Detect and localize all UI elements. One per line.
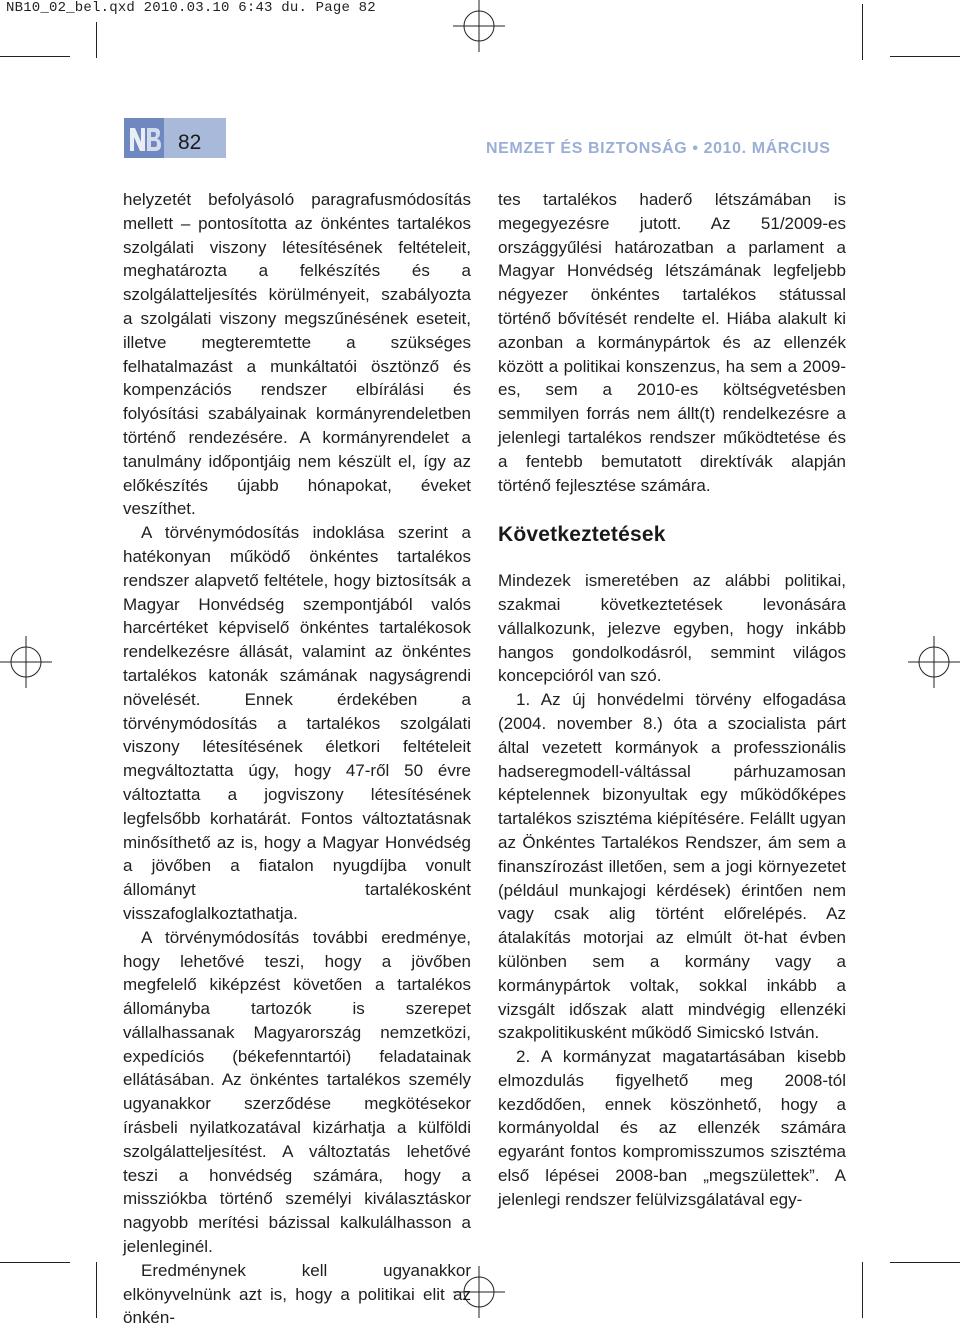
crop-mark-bottom-right-h	[890, 1262, 960, 1263]
nb-logo-icon	[124, 118, 164, 158]
body-paragraph: A törvénymódosítás további eredménye, hogy lehetővé teszi, hogy a jövőben megfelelő kiképzést követően a tartalékos állományba tartozók is szerepet vállalhassanak Magyarország nemzetközi, expedíciós (békefenntartói) feladatainak ellátásában. Az önkéntes tartalékos személy ugyanakkor szerződése megkötésekor írásbeli nyilatkozatával kizárhatja a külföldi szolgálatteljesítést. A változtatás lehetővé teszi a honvédség számára, hogy a missziókba történő személyi kiválasztáskor nagyobb merítési bázissal kalkulálhasson a jelenleginél.	[123, 927, 471, 1257]
header-logo-block	[124, 118, 226, 158]
page-number: 82	[178, 131, 202, 154]
numbered-paragraph: 2. A kormányzat magatartásában kisebb elmozdulás figyelhető meg 2008-tól kezdődően, ennek köszönhető, hogy a kormányoldal és az ellenzék számára egyaránt fontos kompromisszumos szisztéma első lépései 2008-ban „megszülettek”. A jelenlegi rendszer felülvizsgálatával egy-	[498, 1047, 846, 1209]
running-head: NEMZET ÉS BIZTONSÁG • 2010. MÁRCIUS	[486, 140, 831, 157]
numbered-paragraph: 1. Az új honvédelmi törvény elfogadása (2004. november 8.) óta a szocialista párt által vezetett kormányok a professzionális hadseregmodell-váltással párhuzamosan képtelennek bizonyultak egy működőképes tartalékos szisztéma kiépítésére. Felállt ugyan az Önkéntes Tartalékos Rendszer, ám sem a finanszírozást illetően, sem a jogi környezetet (például munkajogi kérdések) érintően nem vagy csak alig történt előrelépés. Az átalakítás motorjai az elmúlt öt-hat évben különben sem a kormány vagy a kormánypártok voltak, sokkal inkább a vizsgált időszak alatt mindvégig ellenzéki szakpolitikusként működő Simicskó István.	[498, 690, 846, 1043]
body-paragraph: Mindezek ismeretében az alábbi politikai, szakmai következtetések levonására vállalkozunk, jelezve egyben, hogy inkább hangos gondolkodásról, semmint világos koncepcióról van szó.	[498, 571, 846, 686]
crop-mark-top-left-h	[0, 56, 70, 57]
registration-mark-icon	[908, 636, 960, 688]
registration-mark-icon	[453, 0, 505, 52]
crop-mark-bottom-right-v	[862, 1262, 863, 1318]
crop-mark-top-left-v	[96, 22, 97, 58]
body-paragraph: A törvénymódosítás indoklása szerint a hatékonyan működő önkéntes tartalékos rendszer alapvető feltétele, hogy biztosítsák a Magyar Honvédség szempontjából valós harcértéket képviselő önkéntes tartalékosok rendelkezésre állását, valamint az önkéntes tartalékos katonák számának nagyságrendi növelését. Ennek érdekében a törvénymódosítás a tartalékos szolgálati viszony létesítésének életkori feltételeit megváltoztatta úgy, hogy 47-ről 50 évre változtatta a jogviszony létesítésének legfelsőbb korhatárát. Fontos változtatásnak minősíthető az is, hogy a Magyar Honvédség a jövőben a fiatalon nyugdíjba vonult állományt tartalékosként visszafoglalkoztathatja.	[123, 523, 471, 923]
body-paragraph: tes tartalékos haderő létszámában is megegyezésre jutott. Az 51/2009-es országgyűlési határozatban a parlament a Magyar Honvédség létszámának legfeljebb négyezer önkéntes tartalékos státussal történő bővítését rendelte el. Hiába alakult ki azonban a kormánypártok és az ellenzék között a politikai konszenzus, ha sem a 2009-es, sem a 2010-es költségvetésben semmilyen forrás nem állt(t) rendelkezésre a jelenlegi tartalékos rendszer működtetése és a fentebb bemutatott direktívák alapján történő fejlesztése számára.	[498, 190, 846, 495]
section-heading: Következtetések	[498, 523, 666, 547]
printer-slug: NB10_02_bel.qxd 2010.03.10 6:43 du. Page 82	[6, 0, 376, 16]
body-paragraph: Eredménynek kell ugyanakkor elkönyvelnünk azt is, hogy a politikai elit az önkén-	[123, 1260, 471, 1328]
crop-mark-bottom-left-h	[0, 1262, 70, 1263]
right-column	[498, 188, 846, 1212]
body-paragraph: helyzetét befolyásoló paragrafusmódosítás mellett – pontosította az önkéntes tartalékos szolgálati viszony létesítésének feltételeit, meghatározta a felkészítés és a szolgálatteljesítés körülményeit, szabályozta a szolgálati viszony megszűnésének eseteit, illetve megteremtette a szükséges felhatalmazást a munkáltatói ösztönző és kompenzációs rendszer elbírálási és folyósítási szabályainak kormányrendeletben történő rendezésére. A kormányrendelet a tanulmány időpontjáig nem készült el, így az előkészítés újabb hónapokat, éveket veszíthet.	[123, 190, 471, 519]
crop-mark-top-right-v	[862, 4, 863, 60]
crop-mark-top-right-h	[890, 56, 960, 57]
registration-mark-icon	[0, 636, 52, 688]
crop-mark-bottom-left-v	[96, 1262, 97, 1318]
left-column	[123, 188, 471, 1330]
